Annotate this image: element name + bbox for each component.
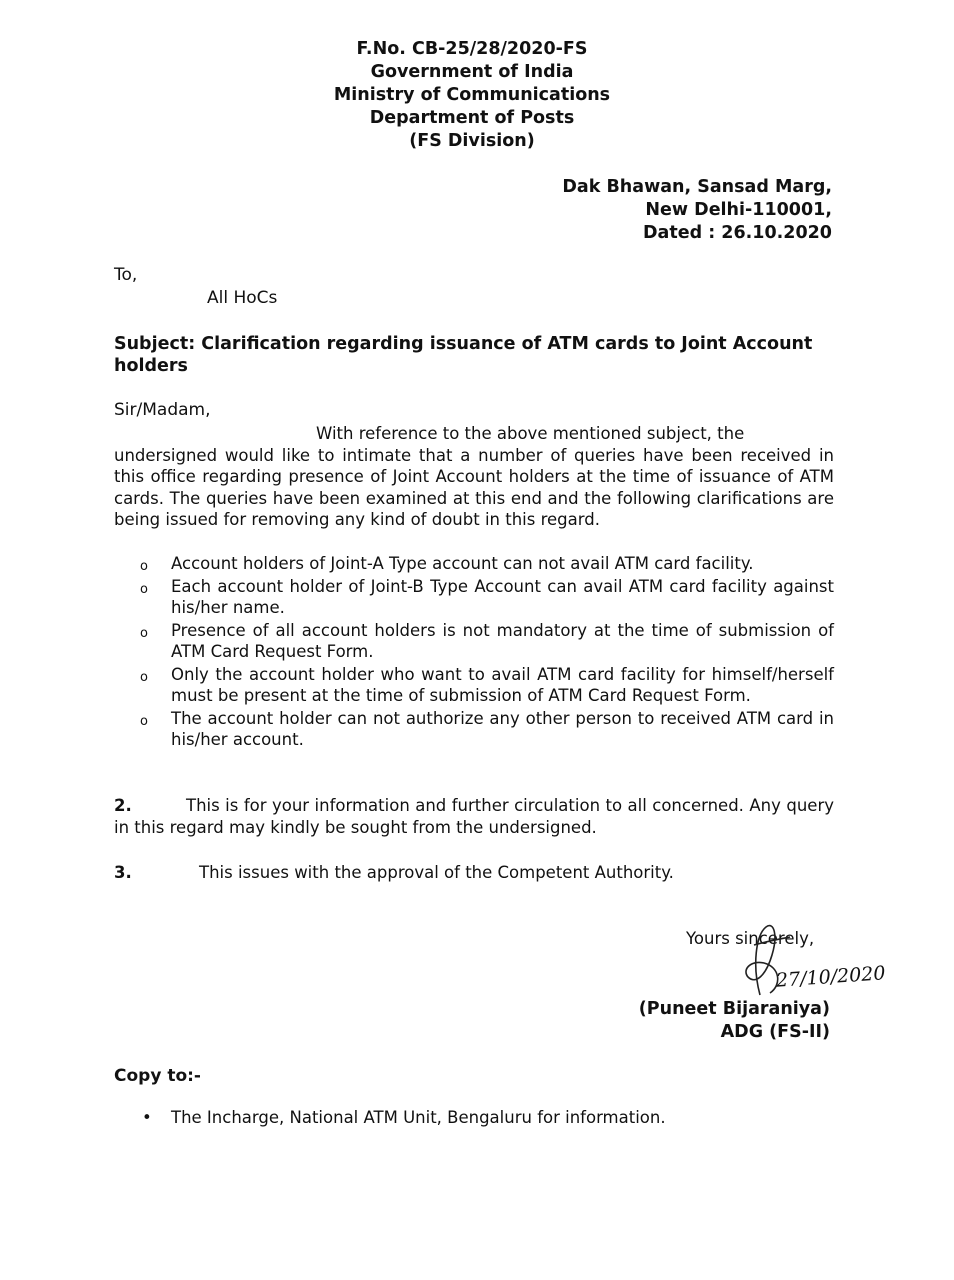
body-first-line: With reference to the above mentioned subject, the [316, 424, 745, 443]
hollow-bullet-icon: o [140, 581, 148, 597]
sender-address [562, 176, 832, 245]
signatory-name: (Puneet Bijaraniya) [638, 999, 830, 1019]
letter-header [0, 38, 954, 153]
ministry-name: Ministry of Communications [333, 85, 611, 105]
paragraph-3 [114, 862, 834, 884]
list-item [140, 1108, 666, 1127]
list-item-text: Each account holder of Joint-B Type Account can avail ATM card facility against his/her name. [171, 576, 834, 617]
body-paragraph [114, 423, 834, 531]
hollow-bullet-icon: o [140, 559, 148, 574]
list-item [140, 620, 834, 663]
paragraph-number: 2. [114, 796, 132, 815]
department-name: Department of Posts [369, 108, 575, 128]
division-name: (FS Division) [409, 131, 535, 151]
hollow-bullet-icon: o [140, 713, 148, 729]
list-item-text: Only the account holder who want to avail ATM card facility for himself/herself must be present at the time of submission of ATM Card Request Form. [171, 664, 834, 705]
bullet-icon: • [142, 1108, 152, 1127]
file-number: F.No. CB-25/28/2020-FS [356, 39, 588, 59]
list-item [140, 664, 834, 707]
closing: Yours sincerely, [686, 929, 815, 948]
letter-date: Dated : 26.10.2020 [643, 223, 832, 243]
hollow-bullet-icon: o [140, 669, 148, 685]
paragraph-2 [114, 795, 834, 839]
paragraph-text: This issues with the approval of the Competent Authority. [199, 863, 674, 882]
hollow-bullet-icon: o [140, 625, 148, 641]
subject-line: Subject: Clarification regarding issuance of ATM cards to Joint Account holders [114, 334, 813, 376]
copy-to-list [140, 1108, 666, 1127]
handwritten-signature [720, 915, 880, 1010]
address-line-2: New Delhi-110001, [645, 200, 832, 220]
list-item-text: Account holders of Joint-A Type account can not avail ATM card facility. [171, 554, 754, 573]
signature-date: 27/10/2020 [775, 962, 887, 992]
address-line-1: Dak Bhawan, Sansad Marg, [562, 177, 832, 197]
copy-to-label: Copy to:- [114, 1066, 201, 1086]
signatory-block [639, 998, 830, 1044]
paragraph-number: 3. [114, 863, 132, 882]
list-item [140, 576, 834, 619]
body-text: undersigned would like to intimate that a number of queries have been received in this office regarding presence of Joint Account holders at the time of issuance of ATM cards. The queries have been examined at this end and the following clarifications are being issued for removing any kind of doubt in this regard. [114, 445, 834, 529]
paragraph-text: This is for your information and further circulation to all concerned. Any query in this regard may kindly be sought from the undersigned. [114, 796, 834, 837]
list-item-text: Presence of all account holders is not mandatory at the time of submission of ATM Card Request Form. [171, 620, 834, 661]
list-item-text: The Incharge, National ATM Unit, Bengaluru for information. [171, 1108, 666, 1127]
list-item [140, 708, 834, 751]
signatory-designation: ADG (FS-II) [720, 1022, 830, 1042]
list-item [140, 553, 834, 575]
clarification-list [140, 553, 834, 752]
salutation: Sir/Madam, [114, 400, 211, 420]
to-label: To, [114, 265, 138, 285]
list-item-text: The account holder can not authorize any other person to received ATM card in his/her account. [171, 708, 834, 749]
recipient: All HoCs [207, 288, 278, 308]
government-name: Government of India [370, 62, 574, 82]
